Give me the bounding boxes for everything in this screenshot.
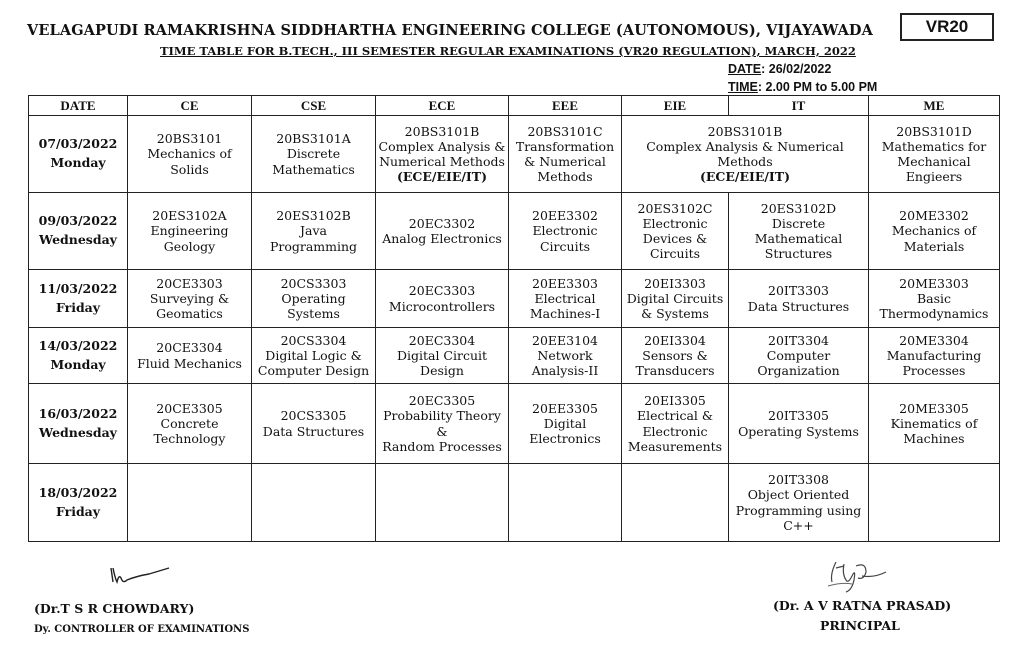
col-header-ce: CE: [128, 96, 252, 116]
subject-name-line: Operating Systems: [738, 423, 859, 439]
common-branches-note: (ECE/EIE/IT): [699, 169, 790, 185]
subject-name-line: Random Processes: [382, 438, 502, 454]
exam-day: Wednesday: [39, 232, 117, 247]
subject-name-line: C++: [783, 517, 814, 533]
subject-name-line: Data Structures: [262, 423, 365, 439]
subject-name-line: Electronic: [532, 223, 598, 239]
subject-name-line: Circuits: [539, 238, 591, 254]
subject-code: 20IT3305: [768, 408, 829, 424]
subject-code: 20ES3102D: [760, 200, 837, 216]
subject-name-line: Geology: [163, 238, 216, 254]
subject-name-line: Kinematics of: [890, 415, 978, 431]
subject-code: 20ME3303: [899, 275, 969, 291]
subject-code: 20ES3102A: [152, 208, 227, 224]
subject-code: 20ME3305: [899, 400, 969, 416]
subject-cell-cse: [252, 116, 376, 193]
time-label: TIME: [728, 80, 758, 94]
subject-code: 20BS3101C: [527, 123, 603, 139]
subject-code: 20CS3304: [280, 332, 347, 348]
subject-name-line: Analysis-II: [531, 363, 599, 379]
subject-cell-eie-it: [622, 116, 869, 193]
subject-cell-me: [869, 328, 1000, 384]
subject-name-line: Complex Analysis &: [378, 138, 506, 154]
subject-code: 20BS3101B: [404, 123, 480, 139]
col-header-ece: ECE: [376, 96, 509, 116]
subject-code: 20EI3304: [644, 332, 706, 348]
exam-day: Monday: [50, 356, 106, 372]
subject-name-line: Mechanics of: [147, 146, 232, 162]
exam-day: Monday: [50, 155, 106, 170]
regulation-badge: VR20: [900, 13, 994, 41]
subject-name-line: Programming: [269, 238, 358, 254]
subject-cell-cse: [252, 270, 376, 328]
subject-cell-ce: [128, 270, 252, 328]
subject-cell-ce: [128, 116, 252, 193]
exam-day: Friday: [55, 503, 101, 519]
subject-code: 20EC3304: [408, 332, 476, 348]
subject-name-line: Discrete: [771, 215, 826, 231]
subject-code: 20IT3303: [768, 283, 829, 299]
empty-cell: [128, 464, 252, 542]
exam-timetable: [28, 95, 1000, 542]
subject-name-line: Numerical Methods: [379, 154, 505, 169]
subject-cell-eee: [509, 270, 622, 328]
subject-name-line: Operating: [281, 290, 346, 306]
subject-code: 20ME3304: [899, 332, 969, 348]
empty-cell: [622, 464, 729, 542]
exam-day: Friday: [55, 299, 101, 315]
table-row: [29, 193, 1000, 270]
subject-name-line: Electronic: [642, 423, 708, 439]
date-cell: [29, 270, 128, 328]
controller-signature: [107, 564, 177, 594]
subject-name-line: Mechanical Engieers: [897, 154, 971, 185]
subject-cell-cse: [252, 328, 376, 384]
subject-code: 20ME3302: [899, 208, 969, 224]
subject-code: 20EC3305: [408, 393, 476, 408]
subject-cell-eie: [622, 384, 729, 464]
subject-name-line: Discrete: [286, 146, 341, 162]
empty-cell: [869, 464, 1000, 542]
subject-cell-ce: [128, 193, 252, 270]
principal-name: (Dr. A V RATNA PRASAD): [773, 598, 952, 613]
exam-time: [728, 80, 877, 94]
subject-cell-cse: [252, 193, 376, 270]
exam-date: 11/03/2022: [38, 280, 118, 296]
subject-name-line: Methods: [717, 154, 773, 169]
subject-cell-it: [729, 328, 869, 384]
exam-day: Wednesday: [39, 424, 117, 440]
exam-date: 07/03/2022: [38, 136, 118, 152]
subject-code: 20EE3302: [532, 208, 598, 224]
table-row: [29, 464, 1000, 542]
subject-name-line: Network: [537, 347, 593, 363]
subject-cell-cse: [252, 384, 376, 464]
subject-cell-me: [869, 116, 1000, 193]
subject-name-line: Probability Theory &: [383, 408, 501, 439]
common-branches-note: (ECE/EIE/IT): [396, 169, 487, 185]
subject-code: 20EC3303: [408, 283, 476, 299]
subject-cell-ce: [128, 384, 252, 464]
subject-code: 20IT3308: [768, 472, 829, 487]
subject-cell-me: [869, 270, 1000, 328]
subject-name-line: Surveying &: [149, 290, 230, 306]
subject-name-line: Digital Circuit Design: [396, 347, 488, 379]
subject-name-line: & Numerical: [524, 154, 606, 169]
subject-cell-it: [729, 384, 869, 464]
col-header-cse: CSE: [252, 96, 376, 116]
subject-name-line: Electronic: [642, 215, 708, 231]
subject-name-line: Electronics: [529, 431, 601, 447]
subject-name-line: Machines-I: [529, 306, 601, 322]
subject-name-line: Mechanics of: [891, 223, 977, 239]
subject-code: 20BS3101A: [276, 131, 351, 147]
subject-name-line: Methods: [537, 169, 593, 185]
subject-name-line: Basic: [916, 290, 952, 306]
subject-cell-eie: [622, 193, 729, 270]
subject-name-line: Manufacturing: [886, 347, 982, 363]
subject-name-line: Machines: [903, 431, 965, 447]
subject-name-line: Transformation: [515, 138, 615, 154]
col-header-it: IT: [729, 96, 869, 116]
subject-cell-eie: [622, 270, 729, 328]
col-header-date: DATE: [29, 96, 128, 116]
subject-cell-ece: [376, 116, 509, 193]
subject-cell-eee: [509, 328, 622, 384]
subject-code: 20EI3303: [644, 275, 706, 291]
subject-name-line: Mathematics for: [881, 138, 987, 154]
subject-code: 20EE3303: [532, 275, 598, 291]
subject-cell-ece: [376, 193, 509, 270]
subject-name-line: Electrical &: [636, 408, 714, 424]
subject-name-line: Data Structures: [747, 298, 850, 314]
subject-code: 20EI3305: [644, 393, 706, 408]
date-cell: [29, 384, 128, 464]
subject-cell-eee: [509, 384, 622, 464]
exam-date: 14/03/2022: [38, 337, 118, 353]
subject-code: 20ES3102C: [637, 200, 713, 216]
principal-title: PRINCIPAL: [820, 618, 900, 633]
subject-cell-me: [869, 193, 1000, 270]
controller-name: (Dr.T S R CHOWDARY): [34, 601, 195, 616]
subject-code: 20CE3305: [156, 400, 223, 416]
subject-name-line: Thermodynamics: [879, 306, 989, 322]
subject-code: 20EE3305: [532, 400, 598, 416]
subject-name-line: Solids: [170, 161, 209, 177]
subject-name-line: Java: [300, 223, 327, 239]
subject-code: 20CS3303: [280, 275, 347, 291]
subject-cell-it: [729, 464, 869, 542]
subject-cell-ece: [376, 384, 509, 464]
date-cell: [29, 328, 128, 384]
subject-cell-it: [729, 193, 869, 270]
subject-name-line: Structures: [764, 246, 833, 262]
subject-cell-it: [729, 270, 869, 328]
date-cell: [29, 464, 128, 542]
col-header-eie: EIE: [622, 96, 729, 116]
timetable-subtitle: TIME TABLE FOR B.TECH., III SEMESTER REGULAR EXAMINATIONS (VR20 REGULATION), MARCH, 2022: [160, 44, 856, 58]
subject-name-line: Programming using: [735, 502, 862, 518]
subject-name-line: Transducers: [635, 363, 715, 379]
time-value: : 2.00 PM to 5.00 PM: [757, 80, 878, 94]
empty-cell: [509, 464, 622, 542]
subject-cell-ce: [128, 328, 252, 384]
subject-cell-eee: [509, 193, 622, 270]
notice-date: [728, 62, 831, 76]
subject-code: 20EC3302: [408, 215, 476, 231]
date-label: DATE: [728, 62, 762, 76]
table-row: [29, 328, 1000, 384]
college-name: VELAGAPUDI RAMAKRISHNA SIDDHARTHA ENGINEERING COLLEGE (AUTONOMOUS), VIJAYAWADA: [27, 22, 873, 39]
subject-cell-me: [869, 384, 1000, 464]
principal-signature: [822, 556, 892, 594]
col-header-me: ME: [869, 96, 1000, 116]
empty-cell: [376, 464, 509, 542]
subject-name-line: & Systems: [641, 306, 709, 322]
table-row: [29, 116, 1000, 193]
subject-code: 20EE3104: [532, 332, 598, 348]
subject-name-line: Measurements: [627, 438, 723, 454]
subject-name-line: Complex Analysis & Numerical: [646, 138, 844, 154]
col-header-eee: EEE: [509, 96, 622, 116]
header-row: [29, 96, 1000, 116]
date-value: : 26/02/2022: [761, 62, 832, 76]
subject-name-line: Microcontrollers: [388, 298, 496, 314]
subject-name-line: Mathematical: [754, 231, 843, 246]
table-row: [29, 384, 1000, 464]
table-row: [29, 270, 1000, 328]
subject-cell-eie: [622, 328, 729, 384]
exam-date: 09/03/2022: [38, 213, 118, 229]
subject-name-line: Electrical: [534, 290, 596, 306]
date-cell: [29, 193, 128, 270]
subject-cell-eee: [509, 116, 622, 193]
subject-name-line: Engineering: [150, 223, 229, 239]
subject-name-line: Sensors &: [642, 347, 708, 363]
subject-cell-ece: [376, 328, 509, 384]
subject-name-line: Digital Logic &: [265, 347, 362, 363]
subject-name-line: Mathematics: [272, 161, 355, 177]
controller-title: Dy. CONTROLLER OF EXAMINATIONS: [34, 624, 250, 635]
subject-code: 20CE3303: [156, 275, 223, 291]
subject-name-line: Object Oriented: [747, 487, 850, 503]
exam-date: 16/03/2022: [38, 405, 118, 421]
subject-cell-ece: [376, 270, 509, 328]
subject-name-line: Processes: [902, 363, 966, 379]
empty-cell: [252, 464, 376, 542]
subject-name-line: Materials: [903, 238, 965, 254]
date-cell: [29, 116, 128, 193]
subject-code: 20BS3101B: [707, 123, 783, 139]
subject-name-line: Fluid Mechanics: [137, 355, 242, 371]
subject-name-line: Circuits: [649, 246, 701, 262]
subject-code: 20CS3305: [280, 408, 347, 424]
subject-name-line: Analog Electronics: [382, 231, 502, 246]
subject-code: 20IT3304: [768, 332, 829, 348]
subject-code: 20BS3101: [156, 131, 223, 147]
subject-name-line: Systems: [287, 306, 340, 322]
subject-name-line: Geomatics: [156, 306, 223, 322]
subject-name-line: Devices &: [642, 231, 708, 246]
subject-code: 20CE3304: [156, 340, 223, 356]
subject-name-line: Digital: [543, 415, 587, 431]
subject-name-line: Organization: [757, 363, 840, 379]
subject-code: 20BS3101D: [896, 123, 972, 139]
subject-code: 20ES3102B: [276, 208, 351, 224]
subject-name-line: Technology: [153, 431, 226, 447]
subject-name-line: Concrete: [160, 415, 219, 431]
exam-date: 18/03/2022: [38, 484, 118, 500]
subject-name-line: Computer Design: [257, 363, 370, 379]
subject-name-line: Digital Circuits: [626, 290, 724, 306]
subject-name-line: Computer: [766, 347, 831, 363]
